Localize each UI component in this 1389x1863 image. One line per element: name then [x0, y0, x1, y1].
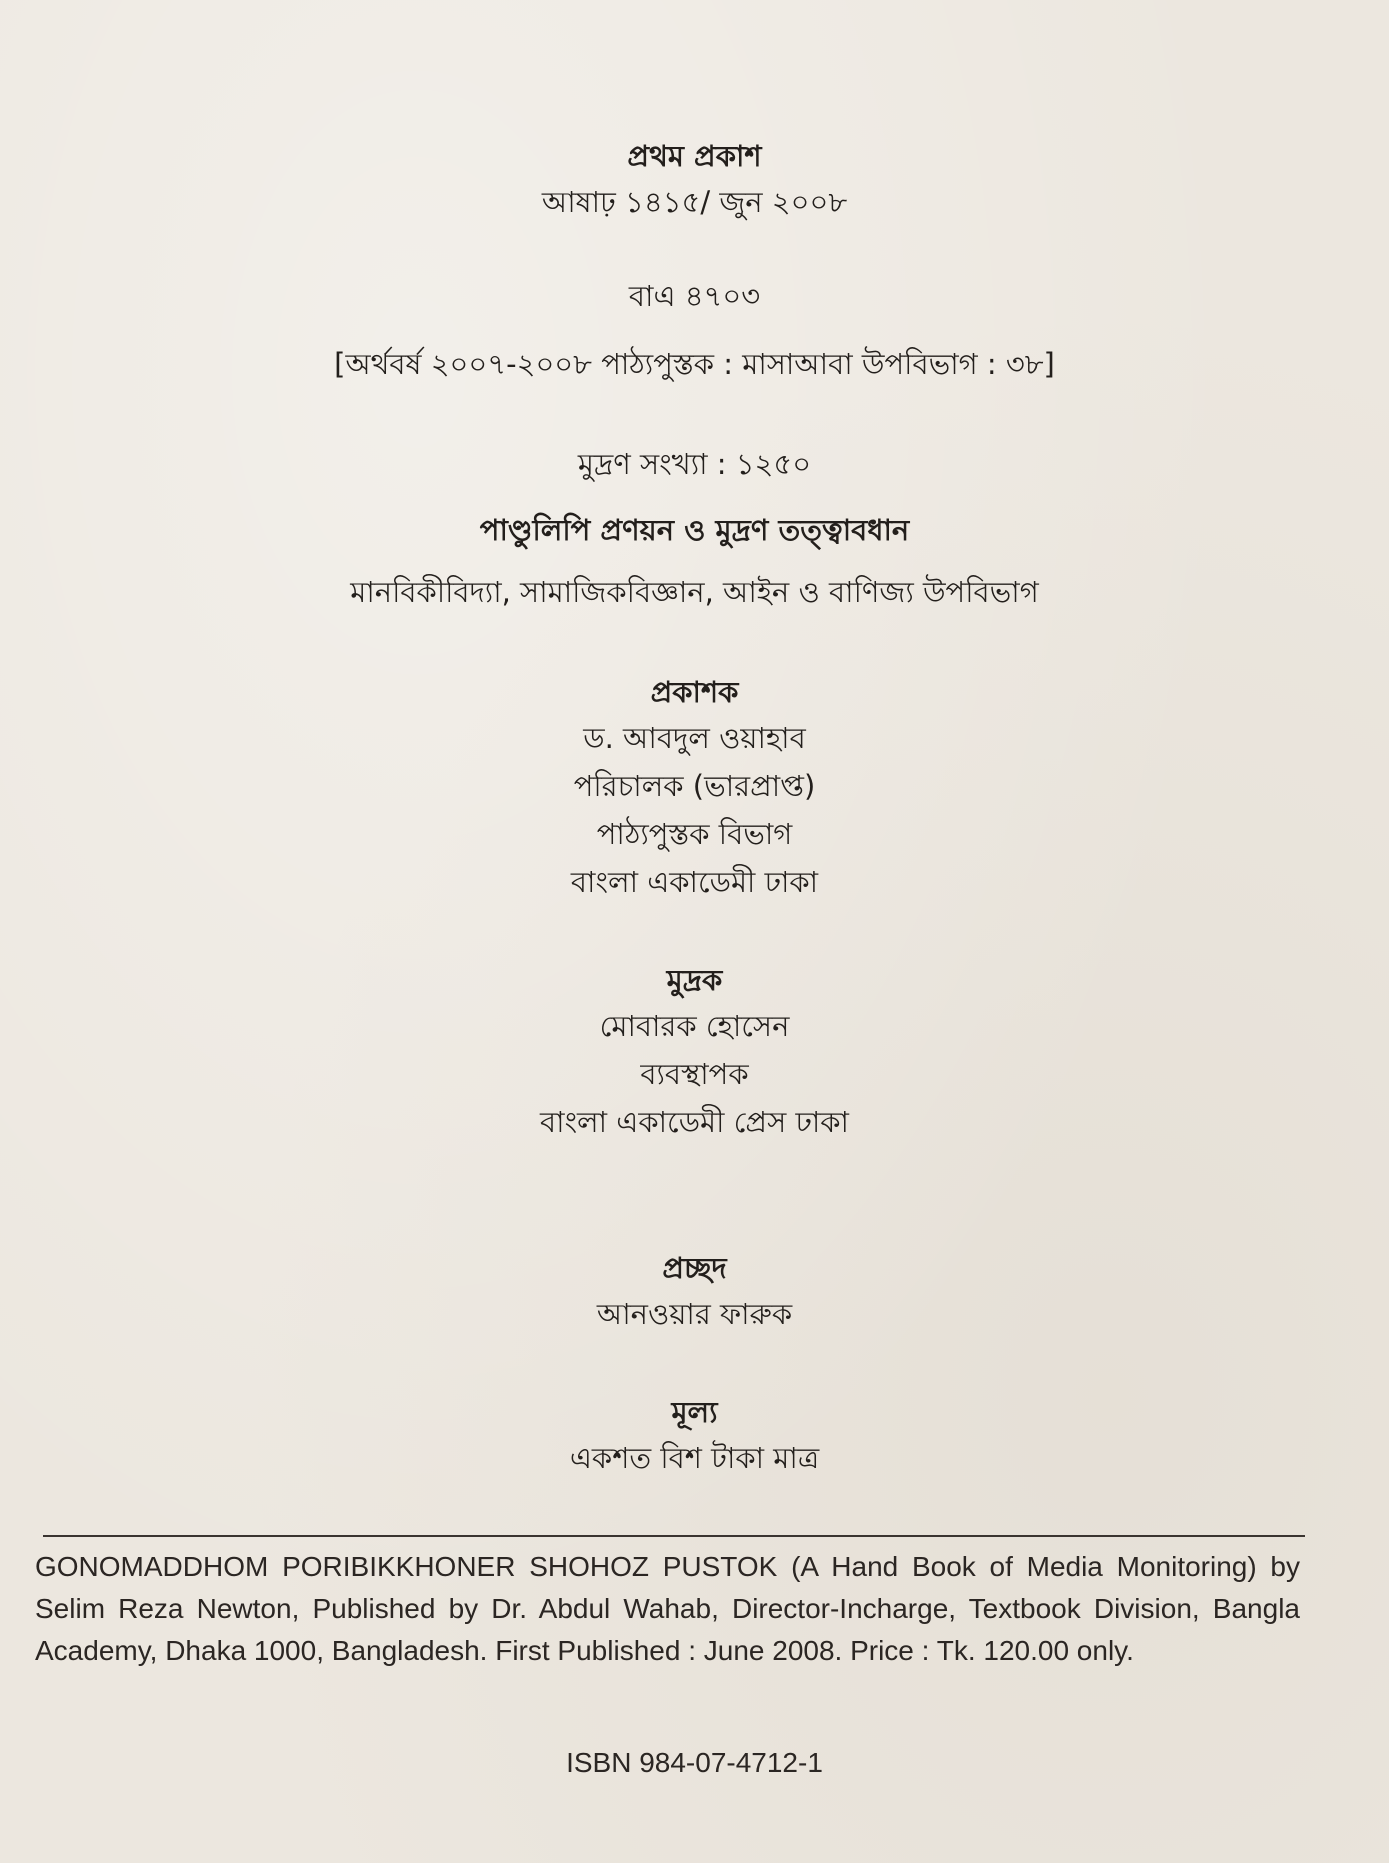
publisher-institution: বাংলা একাডেমী ঢাকা	[570, 865, 819, 899]
cover-artist: আনওয়ার ফারুক	[596, 1297, 793, 1331]
publisher-name: ড. আবদুল ওয়াহাব	[583, 721, 806, 755]
supervision-heading: পাণ্ডুলিপি প্রণয়ন ও মুদ্রণ তত্ত্বাবধান	[479, 513, 910, 547]
english-summary: GONOMADDHOM PORIBIKKHONER SHOHOZ PUSTOK (A Hand Book of Media Monitoring) by Selim Reza Newton, Published by Dr. Abdul Wahab, Director-Incharge, Textbook Division, Bangla Academy, Dhaka 1000, Bangladesh. First Published : June 2008. Price : Tk. 120.00 only.	[35, 1551, 1300, 1666]
publication-number: বাএ ৪৭০৩	[628, 279, 761, 313]
cover-heading: প্রচ্ছদ	[662, 1251, 727, 1285]
printer-name: মোবারক হোসেন	[599, 1009, 790, 1043]
price-amount: একশত বিশ টাকা মাত্র	[569, 1441, 820, 1475]
isbn: ISBN 984-07-4712-1	[566, 1747, 823, 1778]
publisher-department: পাঠ্যপুস্তক বিভাগ	[596, 817, 793, 851]
publisher-heading: প্রকাশক	[650, 675, 739, 709]
supervision-division: মানবিকীবিদ্যা, সামাজিকবিজ্ঞান, আইন ও বাণিজ্য উপবিভাগ	[350, 575, 1039, 609]
first-edition-heading: প্রথম প্রকাশ	[627, 139, 762, 173]
printer-title: ব্যবস্থাপক	[640, 1057, 749, 1091]
fiscal-year-note: [অর্থবর্ষ ২০০৭-২০০৮ পাঠ্যপুস্তক : মাসাআবা উপবিভাগ : ৩৮]	[334, 347, 1055, 381]
print-run: মুদ্রণ সংখ্যা : ১২৫০	[577, 447, 812, 481]
divider-rule	[43, 1535, 1305, 1537]
publisher-title: পরিচালক (ভারপ্রাপ্ত)	[573, 769, 816, 803]
printer-press: বাংলা একাডেমী প্রেস ঢাকা	[540, 1105, 849, 1139]
printer-heading: মুদ্রক	[666, 963, 723, 997]
price-heading: মূল্য	[671, 1395, 718, 1429]
first-edition-date: আষাঢ় ১৪১৫/ জুন ২০০৮	[541, 185, 848, 219]
